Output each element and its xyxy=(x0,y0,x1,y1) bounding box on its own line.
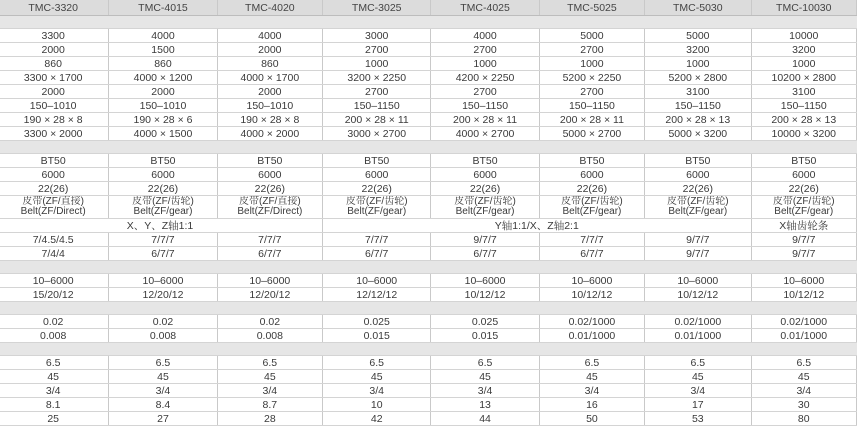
table-cell: 3/4 xyxy=(751,384,856,398)
table-cell: 6.5 xyxy=(751,356,856,370)
table-cell: 6/7/7 xyxy=(109,247,217,261)
table-cell: BT50 xyxy=(645,154,751,168)
table-cell: 5000 xyxy=(539,29,644,43)
column-header-tmc-5025: TMC-5025 xyxy=(539,0,644,16)
table-cell: 0.008 xyxy=(217,329,322,343)
table-cell: 42 xyxy=(323,412,431,426)
table-cell: 200 × 28 × 11 xyxy=(431,113,539,127)
table-cell: 190 × 28 × 6 xyxy=(109,113,217,127)
table-cell: 45 xyxy=(645,370,751,384)
table-cell: 25 xyxy=(0,412,109,426)
table-cell: 皮带(ZF/直接) Belt(ZF/Direct) xyxy=(0,196,109,219)
table-cell: 6000 xyxy=(751,168,856,182)
table-cell: 12/20/12 xyxy=(217,288,322,302)
table-cell: 2000 xyxy=(109,85,217,99)
table-cell: 50 xyxy=(539,412,644,426)
table-cell: 6/7/7 xyxy=(431,247,539,261)
table-cell: 皮带(ZF/齿轮) Belt(ZF/gear) xyxy=(109,196,217,219)
table-cell: 7/7/7 xyxy=(323,233,431,247)
table-cell: 2000 xyxy=(217,43,322,57)
section-divider xyxy=(0,16,857,29)
column-header-tmc-4015: TMC-4015 xyxy=(109,0,217,16)
table-cell: 1000 xyxy=(323,57,431,71)
table-cell: 10 xyxy=(323,398,431,412)
table-cell: BT50 xyxy=(431,154,539,168)
table-cell: 27 xyxy=(109,412,217,426)
table-cell: 6.5 xyxy=(323,356,431,370)
table-row xyxy=(0,412,857,426)
table-cell: 13 xyxy=(431,398,539,412)
table-cell: 150–1010 xyxy=(0,99,109,113)
table-cell: 2700 xyxy=(323,43,431,57)
table-cell: 1000 xyxy=(539,57,644,71)
table-cell: 9/7/7 xyxy=(751,233,856,247)
table-cell: 6/7/7 xyxy=(323,247,431,261)
table-cell: 3200 xyxy=(751,43,856,57)
column-header-tmc-3320: TMC-3320 xyxy=(0,0,109,16)
table-cell: 0.02 xyxy=(217,315,322,329)
column-header-tmc-3025: TMC-3025 xyxy=(323,0,431,16)
table-cell: 0.015 xyxy=(431,329,539,343)
table-cell: 10–6000 xyxy=(217,274,322,288)
section-divider-cell xyxy=(0,302,857,315)
table-cell: 9/7/7 xyxy=(431,233,539,247)
table-cell: 5200 × 2250 xyxy=(539,71,644,85)
table-cell: 皮带(ZF/齿轮) Belt(ZF/gear) xyxy=(323,196,431,219)
table-cell: 860 xyxy=(217,57,322,71)
table-cell: 3/4 xyxy=(109,384,217,398)
table-cell: 190 × 28 × 8 xyxy=(217,113,322,127)
table-row xyxy=(0,154,857,168)
table-cell: 150–1150 xyxy=(323,99,431,113)
table-cell: 0.01/1000 xyxy=(751,329,856,343)
table-cell: 45 xyxy=(751,370,856,384)
table-cell: 7/7/7 xyxy=(217,233,322,247)
table-cell: 皮带(ZF/齿轮) Belt(ZF/gear) xyxy=(431,196,539,219)
table-row xyxy=(0,219,857,233)
table-cell: 3100 xyxy=(645,85,751,99)
table-row xyxy=(0,168,857,182)
table-cell: BT50 xyxy=(539,154,644,168)
header-row xyxy=(0,0,857,16)
table-row xyxy=(0,182,857,196)
table-cell: 22(26) xyxy=(109,182,217,196)
table-cell: BT50 xyxy=(109,154,217,168)
table-cell: BT50 xyxy=(0,154,109,168)
table-cell: 皮带(ZF/齿轮) Belt(ZF/gear) xyxy=(751,196,856,219)
table-cell: 皮带(ZF/齿轮) Belt(ZF/gear) xyxy=(645,196,751,219)
table-cell: BT50 xyxy=(751,154,856,168)
table-cell: 45 xyxy=(539,370,644,384)
table-row xyxy=(0,71,857,85)
table-row xyxy=(0,398,857,412)
table-cell: 0.02 xyxy=(0,315,109,329)
table-cell: 860 xyxy=(109,57,217,71)
table-cell: 4000 × 1700 xyxy=(217,71,322,85)
table-cell: 10–6000 xyxy=(539,274,644,288)
table-cell: 0.008 xyxy=(109,329,217,343)
table-cell: 2700 xyxy=(539,85,644,99)
table-cell: 22(26) xyxy=(217,182,322,196)
table-cell: 1000 xyxy=(431,57,539,71)
table-row xyxy=(0,384,857,398)
table-cell: 45 xyxy=(217,370,322,384)
table-cell: 1000 xyxy=(645,57,751,71)
table-cell: 7/4.5/4.5 xyxy=(0,233,109,247)
table-cell: 皮带(ZF/直接) Belt(ZF/Direct) xyxy=(217,196,322,219)
table-cell: 5200 × 2800 xyxy=(645,71,751,85)
table-row xyxy=(0,370,857,384)
table-cell: 44 xyxy=(431,412,539,426)
table-cell: 12/20/12 xyxy=(109,288,217,302)
section-divider xyxy=(0,343,857,356)
table-cell: 3300 × 2000 xyxy=(0,127,109,141)
table-cell: 6/7/7 xyxy=(217,247,322,261)
table-cell: 6000 xyxy=(645,168,751,182)
table-cell: 6.5 xyxy=(0,356,109,370)
table-cell: 3/4 xyxy=(431,384,539,398)
table-cell: BT50 xyxy=(323,154,431,168)
table-cell: 8.7 xyxy=(217,398,322,412)
section-divider xyxy=(0,302,857,315)
table-cell: 9/7/7 xyxy=(751,247,856,261)
table-row xyxy=(0,127,857,141)
table-cell: 3100 xyxy=(751,85,856,99)
table-cell: 5000 × 3200 xyxy=(645,127,751,141)
table-cell: 10–6000 xyxy=(0,274,109,288)
table-cell: 6.5 xyxy=(645,356,751,370)
table-cell: 45 xyxy=(323,370,431,384)
section-divider-cell xyxy=(0,16,857,29)
table-cell: 10/12/12 xyxy=(751,288,856,302)
table-row xyxy=(0,57,857,71)
table-cell: 10/12/12 xyxy=(645,288,751,302)
table-cell: 190 × 28 × 8 xyxy=(0,113,109,127)
table-cell: 3000 × 2700 xyxy=(323,127,431,141)
table-cell: 0.02/1000 xyxy=(751,315,856,329)
table-cell: 4000 xyxy=(431,29,539,43)
table-cell: 45 xyxy=(431,370,539,384)
table-cell: 28 xyxy=(217,412,322,426)
table-cell: 200 × 28 × 13 xyxy=(645,113,751,127)
table-cell: 150–1010 xyxy=(109,99,217,113)
section-divider-cell xyxy=(0,261,857,274)
table-cell: 7/7/7 xyxy=(539,233,644,247)
table-cell: 10–6000 xyxy=(751,274,856,288)
table-cell: 2700 xyxy=(539,43,644,57)
table-cell: 5000 × 2700 xyxy=(539,127,644,141)
table-cell: 0.01/1000 xyxy=(645,329,751,343)
table-row xyxy=(0,29,857,43)
table-cell: 3/4 xyxy=(539,384,644,398)
table-cell: 10–6000 xyxy=(645,274,751,288)
table-cell: 22(26) xyxy=(323,182,431,196)
section-divider xyxy=(0,261,857,274)
table-cell: 10–6000 xyxy=(431,274,539,288)
table-row xyxy=(0,113,857,127)
table-cell: 3/4 xyxy=(0,384,109,398)
table-cell: 6000 xyxy=(0,168,109,182)
table-cell: 6.5 xyxy=(431,356,539,370)
table-row xyxy=(0,315,857,329)
table-cell: 3300 xyxy=(0,29,109,43)
table-cell: 6000 xyxy=(539,168,644,182)
table-cell: 22(26) xyxy=(751,182,856,196)
table-cell: 皮带(ZF/齿轮) Belt(ZF/gear) xyxy=(539,196,644,219)
table-row xyxy=(0,85,857,99)
table-cell: 22(26) xyxy=(539,182,644,196)
table-row xyxy=(0,356,857,370)
table-cell: 9/7/7 xyxy=(645,233,751,247)
table-row xyxy=(0,43,857,57)
table-cell: 200 × 28 × 13 xyxy=(751,113,856,127)
table-cell: 2000 xyxy=(0,85,109,99)
table-cell-merged: Y轴1:1/X、Z轴2:1 xyxy=(323,219,751,233)
table-cell: 10–6000 xyxy=(109,274,217,288)
table-cell-merged: X、Y、Z轴1:1 xyxy=(0,219,323,233)
table-cell: 8.4 xyxy=(109,398,217,412)
table-cell: 10000 xyxy=(751,29,856,43)
table-cell: 150–1010 xyxy=(217,99,322,113)
table-cell: 4200 × 2250 xyxy=(431,71,539,85)
section-divider-cell xyxy=(0,343,857,356)
table-cell: 0.02/1000 xyxy=(645,315,751,329)
section-divider-cell xyxy=(0,141,857,154)
table-row xyxy=(0,288,857,302)
table-cell: 4000 × 2700 xyxy=(431,127,539,141)
table-cell: 10/12/12 xyxy=(539,288,644,302)
table-cell: 10–6000 xyxy=(323,274,431,288)
table-cell: 2000 xyxy=(217,85,322,99)
table-cell: 4000 × 1200 xyxy=(109,71,217,85)
table-cell: 6.5 xyxy=(217,356,322,370)
table-cell: 16 xyxy=(539,398,644,412)
table-cell: 45 xyxy=(109,370,217,384)
table-cell: 53 xyxy=(645,412,751,426)
table-cell: 3/4 xyxy=(217,384,322,398)
table-row xyxy=(0,274,857,288)
table-cell: 150–1150 xyxy=(751,99,856,113)
table-cell: 3300 × 1700 xyxy=(0,71,109,85)
column-header-tmc-10030: TMC-10030 xyxy=(751,0,856,16)
table-cell: 0.025 xyxy=(323,315,431,329)
table-cell-merged: X轴齿轮条 xyxy=(751,219,856,233)
table-cell: 2000 xyxy=(0,43,109,57)
table-cell: 12/12/12 xyxy=(323,288,431,302)
table-cell: 3200 xyxy=(645,43,751,57)
table-cell: 1500 xyxy=(109,43,217,57)
table-cell: 200 × 28 × 11 xyxy=(323,113,431,127)
table-cell: 6000 xyxy=(323,168,431,182)
table-cell: 0.01/1000 xyxy=(539,329,644,343)
table-cell: 0.015 xyxy=(323,329,431,343)
table-cell: 4000 xyxy=(109,29,217,43)
table-cell: 6000 xyxy=(109,168,217,182)
table-cell: 3000 xyxy=(323,29,431,43)
table-cell: 1000 xyxy=(751,57,856,71)
table-cell: 0.008 xyxy=(0,329,109,343)
table-cell: 5000 xyxy=(645,29,751,43)
table-row xyxy=(0,233,857,247)
table-cell: 7/4/4 xyxy=(0,247,109,261)
table-cell: 10000 × 3200 xyxy=(751,127,856,141)
table-cell: 0.02/1000 xyxy=(539,315,644,329)
table-cell: 860 xyxy=(0,57,109,71)
table-cell: 6000 xyxy=(431,168,539,182)
table-cell: 6/7/7 xyxy=(539,247,644,261)
table-cell: 15/20/12 xyxy=(0,288,109,302)
table-cell: 30 xyxy=(751,398,856,412)
table-cell: 8.1 xyxy=(0,398,109,412)
table-cell: 2700 xyxy=(323,85,431,99)
table-cell: 22(26) xyxy=(645,182,751,196)
table-cell: BT50 xyxy=(217,154,322,168)
table-row xyxy=(0,99,857,113)
table-cell: 3200 × 2250 xyxy=(323,71,431,85)
table-cell: 45 xyxy=(0,370,109,384)
table-cell: 6.5 xyxy=(539,356,644,370)
table-cell: 0.025 xyxy=(431,315,539,329)
table-cell: 4000 × 1500 xyxy=(109,127,217,141)
table-cell: 80 xyxy=(751,412,856,426)
table-cell: 6000 xyxy=(217,168,322,182)
table-cell: 2700 xyxy=(431,85,539,99)
table-cell: 4000 xyxy=(217,29,322,43)
table-cell: 3/4 xyxy=(323,384,431,398)
column-header-tmc-5030: TMC-5030 xyxy=(645,0,751,16)
table-body xyxy=(0,16,857,426)
table-cell: 6.5 xyxy=(109,356,217,370)
table-cell: 7/7/7 xyxy=(109,233,217,247)
table-cell: 22(26) xyxy=(431,182,539,196)
table-cell: 22(26) xyxy=(0,182,109,196)
table-cell: 150–1150 xyxy=(645,99,751,113)
table-cell: 17 xyxy=(645,398,751,412)
table-cell: 4000 × 2000 xyxy=(217,127,322,141)
table-row xyxy=(0,247,857,261)
table-row xyxy=(0,196,857,219)
table-cell: 200 × 28 × 11 xyxy=(539,113,644,127)
section-divider xyxy=(0,141,857,154)
table-cell: 3/4 xyxy=(645,384,751,398)
table-cell: 10/12/12 xyxy=(431,288,539,302)
table-cell: 0.02 xyxy=(109,315,217,329)
table-cell: 2700 xyxy=(431,43,539,57)
column-header-tmc-4025: TMC-4025 xyxy=(431,0,539,16)
table-cell: 150–1150 xyxy=(431,99,539,113)
table-row xyxy=(0,329,857,343)
table-cell: 9/7/7 xyxy=(645,247,751,261)
table-cell: 10200 × 2800 xyxy=(751,71,856,85)
column-header-tmc-4020: TMC-4020 xyxy=(217,0,322,16)
table-cell: 150–1150 xyxy=(539,99,644,113)
